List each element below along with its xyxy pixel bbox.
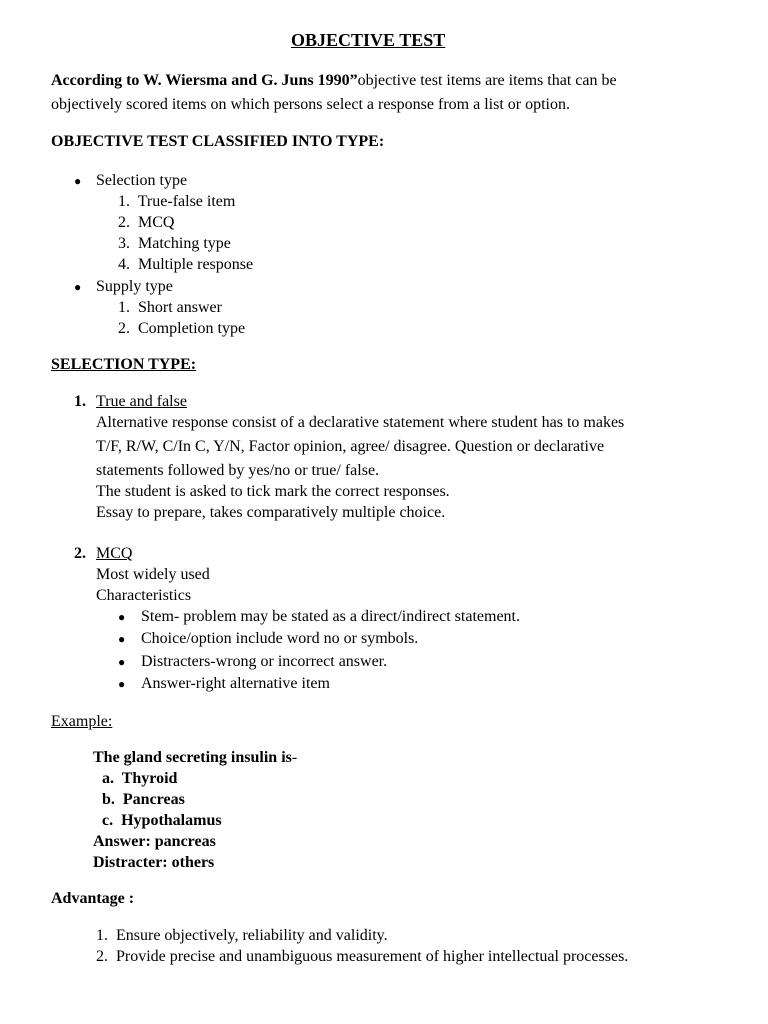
list-item: 1. True-false item — [118, 193, 236, 210]
example-heading: Example: — [51, 713, 113, 730]
list-item: 4. Multiple response — [118, 256, 254, 273]
section-number: 1. — [74, 393, 86, 410]
paragraph-line: Characteristics — [96, 587, 192, 604]
section-number: 2. — [74, 545, 86, 562]
intro-citation: According to W. Wiersma and G. Juns 1990” — [51, 72, 358, 89]
list-item: 2. Provide precise and unambiguous measurement of higher intellectual processes. — [96, 948, 629, 965]
paragraph-line: Essay to prepare, takes comparatively multiple choice. — [96, 504, 446, 521]
paragraph-line: T/F, R/W, C/In C, Y/N, Factor opinion, agree/ disagree. Question or declarative — [96, 438, 605, 455]
classified-heading: OBJECTIVE TEST CLASSIFIED INTO TYPE: — [51, 133, 385, 150]
mcq-heading: MCQ — [96, 545, 133, 562]
list-item: Answer-right alternative item — [141, 675, 330, 692]
list-item: Distracters-wrong or incorrect answer. — [141, 653, 388, 670]
paragraph-line: statements followed by yes/no or true/ false. — [96, 462, 380, 479]
list-item: Choice/option include word no or symbols. — [141, 630, 419, 647]
list-item: 1. Ensure objectively, reliability and validity. — [96, 927, 388, 944]
type-label-selection: Selection type — [96, 172, 188, 189]
list-item: Stem- problem may be stated as a direct/indirect statement. — [141, 608, 520, 625]
list-item: 2. Completion type — [118, 320, 246, 337]
example-option: a. Thyroid — [102, 770, 178, 787]
example-option: b. Pancreas — [102, 791, 185, 808]
selection-heading: SELECTION TYPE: — [51, 356, 197, 373]
list-item: 3. Matching type — [118, 235, 231, 252]
true-false-heading: True and false — [96, 393, 187, 410]
page-title: OBJECTIVE TEST — [291, 30, 446, 50]
bullet-icon: ● — [74, 174, 82, 188]
bullet-icon: ● — [118, 632, 126, 646]
example-question: The gland secreting insulin is- — [93, 749, 298, 766]
advantage-heading: Advantage : — [51, 890, 135, 907]
bullet-icon: ● — [118, 610, 126, 624]
bullet-icon: ● — [74, 280, 82, 294]
example-distracter: Distracter: others — [93, 854, 215, 871]
intro-line-1 — [51, 70, 617, 91]
type-label-supply: Supply type — [96, 278, 173, 295]
bullet-icon: ● — [118, 655, 126, 669]
intro-line-2: objectively scored items on which persons select a response from a list or option. — [51, 96, 570, 113]
paragraph-line: The student is asked to tick mark the correct responses. — [96, 483, 450, 500]
list-item: 1. Short answer — [118, 299, 222, 316]
example-answer: Answer: pancreas — [93, 833, 216, 850]
list-item: 2. MCQ — [118, 214, 175, 231]
intro-text: objective test items are items that can be — [357, 72, 617, 89]
paragraph-line: Alternative response consist of a declarative statement where student has to makes — [96, 414, 625, 431]
bullet-icon: ● — [118, 677, 126, 691]
example-option: c. Hypothalamus — [102, 812, 222, 829]
paragraph-line: Most widely used — [96, 566, 210, 583]
